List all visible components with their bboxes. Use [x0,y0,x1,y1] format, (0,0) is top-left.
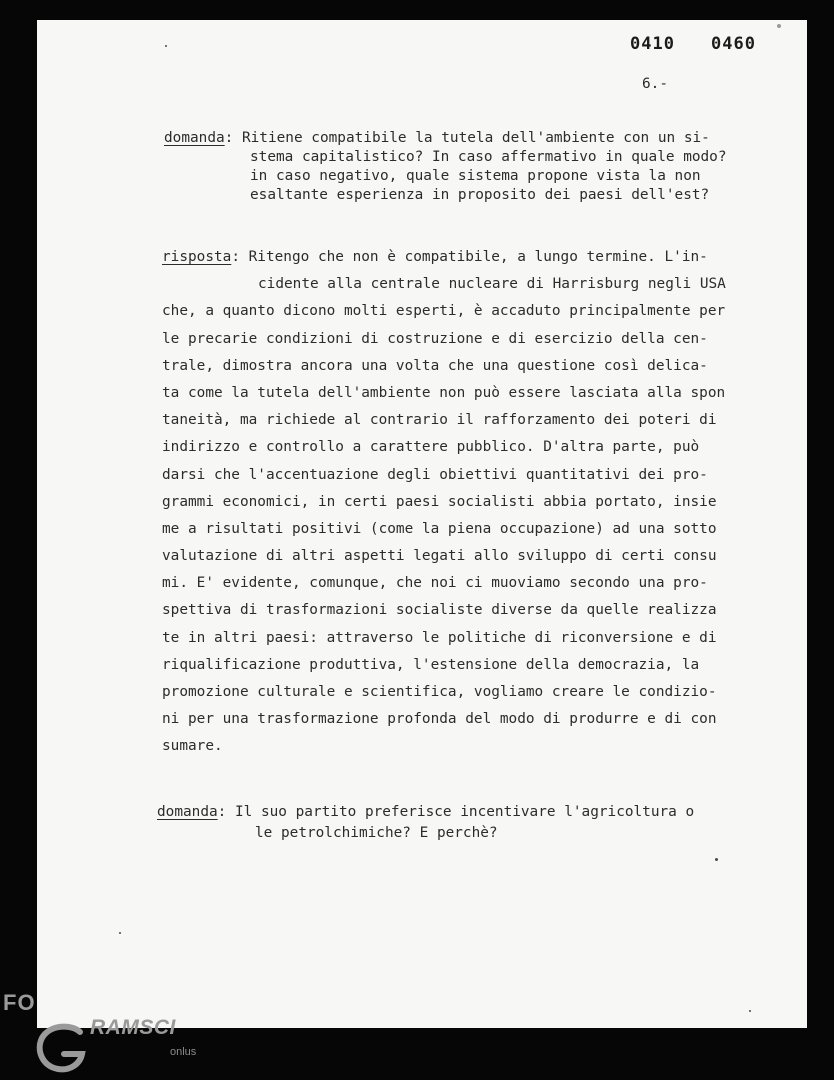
answer-1-line: riqualificazione produttiva, l'estensione della democrazia, la [162,656,700,673]
answer-1-line: le precarie condizioni di costruzione e di esercizio della cen- [162,330,708,347]
archive-number-2: 0460 [711,34,756,54]
answer-1-line: ni per una trasformazione profonda del modo di produrre e di con [162,711,717,728]
answer-1-line: darsi che l'accentuazione degli obiettivi quantitativi dei pro- [162,466,708,483]
question-2-text-start: Il suo partito preferisce incentivare l'agricoltura o [234,804,695,820]
question-1-first-line: domanda: Ritiene compatibile la tutela dell'ambiente con un si- [164,130,710,146]
answer-1-line: sumare. [162,738,223,755]
question-2-label: domanda [157,804,218,820]
question-1-text-start: Ritiene compatibile la tutela dell'ambiente con un si- [241,130,710,146]
watermark-name: RAMSCI [90,1016,176,1039]
question-1-line: in caso negativo, quale sistema propone vista la non [250,168,701,184]
paper-speck [777,24,781,28]
answer-1-first-line: risposta: Ritengo che non è compatibile, a lungo termine. L'in- [162,249,708,265]
gramsci-logo-icon [34,1022,90,1074]
answer-1-line: spettiva di trasformazioni socialiste diverse da quelle realizza [162,602,717,619]
answer-1 [162,244,726,761]
answer-1-text-start: Ritengo che non è compatibile, a lungo termine. L'in- [248,249,708,265]
question-1 [164,129,727,205]
question-1-line: stema capitalistico? In caso affermativo in quale modo? [250,149,727,165]
typewritten-page [37,20,807,1028]
answer-1-line: che, a quanto dicono molti esperti, è accaduto principalmente per [162,303,726,320]
watermark-fragment: FO [3,990,36,1015]
answer-1-line: grammi economici, in certi paesi socialisti abbia portato, insie [162,493,717,510]
question-1-line: esaltante esperienza in proposito dei paesi dell'est? [250,187,710,203]
question-2 [157,802,694,844]
answer-1-line: indirizzo e controllo a carattere pubblico. D'altra parte, può [162,439,700,456]
paper-speck [165,45,167,47]
question-1-label: domanda [164,130,225,146]
answer-1-label: risposta [162,249,232,265]
answer-1-line: ta come la tutela dell'ambiente non può essere lasciata alla spon [162,384,726,401]
paper-speck [749,1010,751,1012]
question-2-first-line: domanda: Il suo partito preferisce incentivare l'agricoltura o [157,804,695,820]
answer-1-line: promozione culturale e scientifica, vogliamo creare le condizio- [162,684,717,700]
watermark-suffix: onlus [170,1046,197,1058]
paper-speck [715,858,718,861]
answer-1-line: mi. E' evidente, comunque, che noi ci muoviamo secondo una pro- [162,575,708,592]
answer-1-line: taneità, ma richiede al contrario il rafforzamento dei poteri di [162,412,717,429]
paper-speck [119,932,121,934]
answer-1-line: trale, dimostra ancora una volta che una questione così delica- [162,357,708,374]
page-number: 6.- [642,76,668,92]
answer-1-line: me a risultati positivi (come la piena occupazione) ad una sotto [162,520,717,537]
answer-1-second-line: cidente alla centrale nucleare di Harrisburg negli USA [258,276,726,293]
question-2-second-line: le petrolchimiche? E perchè? [255,825,498,841]
answer-1-line: te in altri paesi: attraverso le politiche di riconversione e di [162,629,717,646]
answer-1-line: valutazione di altri aspetti legati allo sviluppo di certi consu [162,548,717,565]
archive-number-1: 0410 [630,34,675,54]
